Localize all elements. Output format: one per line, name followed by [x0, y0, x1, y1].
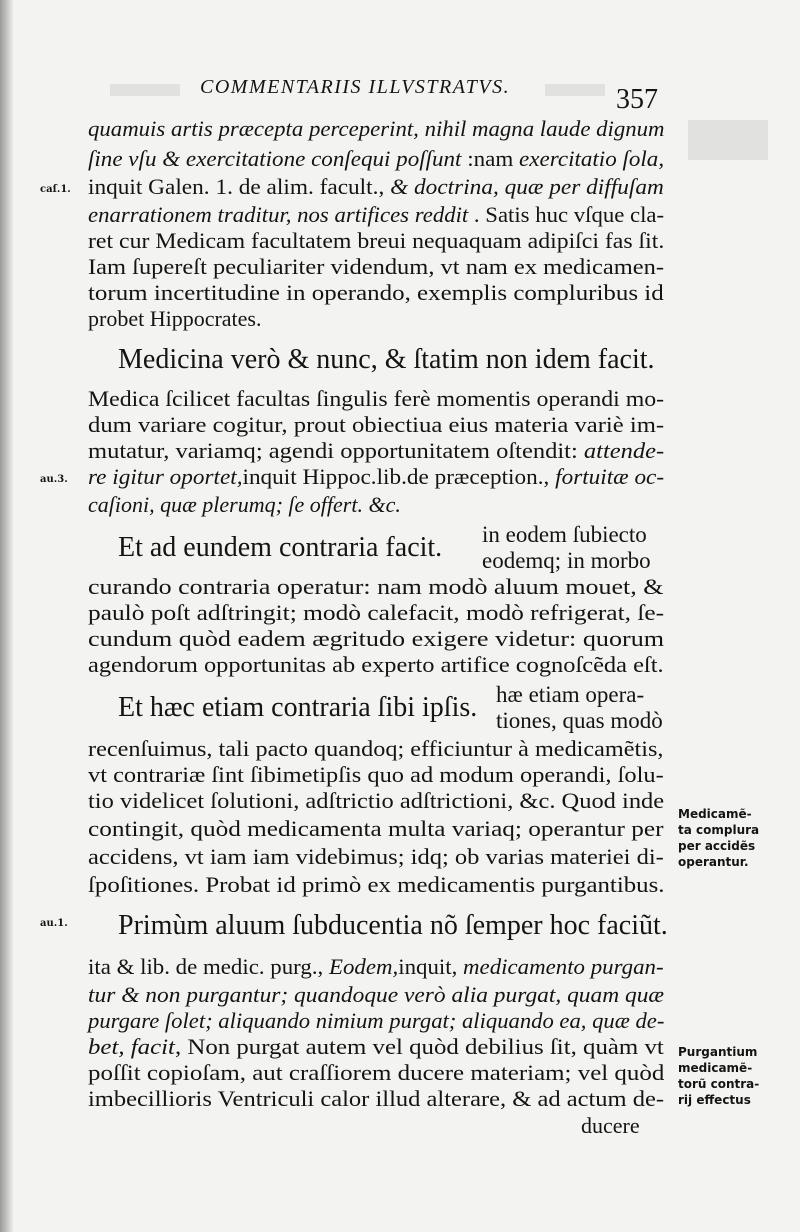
margin-note-line: operantur.: [678, 855, 749, 869]
text-run: fortuitæ oc-: [555, 464, 665, 489]
text-run: ita & lib. de medic. purg.,: [88, 954, 329, 979]
text-run: bet, facit: [88, 1034, 175, 1059]
text-line: [88, 1060, 664, 1086]
text-run: poſſit copioſam, aut craſſiorem ducere materiam; vel quòd: [88, 1060, 665, 1085]
margin-note-line: Purgantium: [678, 1045, 758, 1059]
text-line: [88, 464, 664, 490]
text-run: caſioni, quæ plerumq; ſe offert. &c.: [88, 492, 401, 517]
text-run: & doctrina, quæ per diffuſam: [390, 174, 664, 199]
catchword: ducere: [581, 1113, 640, 1138]
margin-note-line: torũ contra-: [678, 1077, 760, 1091]
text-run: torum incertitudine in operando, exemplis compluribus id: [88, 280, 664, 305]
text-line: [88, 600, 664, 626]
side-text: in eodem ſubiecto: [482, 522, 647, 547]
text-run: inquit Galen. 1. de alim. facult.,: [88, 174, 391, 199]
bleed-through-mark: [545, 84, 605, 96]
text-run: ſine vſu & exercitatione conſequi poſſunt: [88, 146, 462, 171]
text-line: [88, 116, 665, 142]
text-line: [88, 844, 664, 870]
text-line: [88, 652, 664, 678]
text-line: [88, 954, 664, 980]
text-run: ret cur Medicam facultatem breui nequaquam adipiſci fas ſit.: [88, 228, 665, 253]
text-line: [88, 982, 664, 1008]
text-run: exercitatio ſola,: [519, 146, 665, 171]
margin-note: [678, 806, 759, 870]
text-run: probet Hippocrates.: [88, 306, 262, 331]
text-run: inquit Hippoc.lib.de præception.,: [242, 464, 556, 489]
page-gutter-shadow: [0, 0, 14, 1232]
text-run: Medica ſcilicet facultas ſingulis ferè momentis operandi mo-: [88, 386, 665, 411]
lemma-heading: Et ad eundem contraria facit.: [118, 532, 443, 563]
text-line: [88, 816, 663, 842]
margin-reference: au.1.: [40, 918, 68, 929]
lemma-heading: Et hæc etiam contraria ſibi ipſis.: [118, 692, 478, 723]
page-number: 357: [616, 84, 658, 115]
text-run: purgare ſolet; aliquando nimium purgat; aliquando ea, quæ de-: [88, 1008, 665, 1033]
text-line: [88, 492, 401, 518]
text-line: [88, 1086, 664, 1112]
text-line: [88, 736, 663, 762]
running-title: COMMENTARIIS ILLVSTRATVS.: [200, 76, 511, 98]
text-run: vt contrariæ ſint ſibimetipſis quo ad modum operandi, ſolu-: [88, 762, 664, 787]
text-run: Iam ſupereſt peculiariter videndum, vt nam ex medicamen-: [88, 254, 665, 279]
margin-note: [678, 1044, 759, 1108]
lemma-heading: Medicina verò & nunc, & ſtatim non idem facit.: [118, 344, 655, 375]
text-run: curando contraria operatur: nam modò aluum mouet, &: [88, 574, 664, 599]
margin-reference: au.3.: [40, 474, 68, 485]
text-run: tio videlicet ſolutioni, adſtrictio adſtrictioni, &c. Quod inde: [88, 788, 665, 813]
text-run: Eodem,: [328, 954, 399, 979]
text-run: recenſuimus, tali pacto quandoq; efficiuntur à medicamẽtis,: [88, 736, 664, 761]
text-line: [88, 1034, 664, 1060]
text-run: :nam: [461, 146, 520, 171]
text-line: [88, 228, 664, 254]
side-text: hæ etiam opera-: [496, 682, 645, 707]
text-line: [88, 872, 664, 898]
margin-note-line: Medicamẽ-: [678, 807, 752, 821]
text-run: cundum quòd eadem ægritudo exigere videtur: quorum: [88, 626, 665, 651]
text-run: re igitur oportet,: [88, 464, 243, 489]
margin-note-line: ta complura: [678, 823, 760, 837]
bleed-through-mark: [110, 84, 180, 96]
text-line: [88, 762, 664, 788]
text-line: [88, 146, 664, 172]
text-run: enarrationem traditur, nos artifices reddit: [88, 202, 469, 227]
side-text: tiones, quas modò: [496, 708, 663, 733]
text-line: [88, 386, 664, 412]
text-run: tur & non purgantur; quandoque verò alia purgat, quam quæ: [88, 982, 665, 1007]
margin-note-line: medicamẽ-: [678, 1061, 753, 1075]
text-run: inquit,: [398, 954, 464, 979]
text-run: medicamento purgan-: [463, 954, 664, 979]
text-run: contingit, quòd medicamenta multa variaq; operantur per: [88, 816, 664, 841]
text-line: [88, 280, 664, 306]
text-run: paulò poſt adſtringit; modò calefacit, modò refrigerat, ſe-: [88, 600, 665, 625]
text-line: [88, 306, 262, 332]
text-run: mutatur, variamq; agendi opportunitatem oſtendit:: [88, 438, 584, 463]
text-run: attende-: [583, 438, 665, 463]
text-line: [88, 626, 664, 652]
text-line: [88, 174, 664, 200]
side-text: eodemq; in morbo: [482, 548, 651, 573]
text-run: ſpoſitiones. Probat id primò ex medicamentis purgantibus.: [88, 872, 665, 897]
text-run: accidens, vt iam iam videbimus; idq; ob varias materiei di-: [88, 844, 664, 869]
text-line: [88, 254, 664, 280]
text-line: [88, 202, 664, 228]
margin-note-line: per accidẽs: [678, 839, 756, 853]
text-line: [88, 788, 664, 814]
margin-reference: caſ.1.: [40, 184, 71, 195]
margin-note-line: rij effectus: [678, 1093, 751, 1107]
text-run: , Non purgat autem vel quòd debilius ſit, quàm vt: [174, 1034, 664, 1059]
text-line: [88, 438, 664, 464]
text-line: [88, 574, 663, 600]
text-run: dum variare cogitur, prout obiectiua eius materia variè im-: [88, 412, 665, 437]
text-run: . Satis huc vſque cla-: [468, 202, 665, 227]
text-line: [88, 412, 664, 438]
bleed-through-mark: [688, 120, 768, 160]
text-run: agendorum opportunitas ab experto artifice cognoſcẽda eſt.: [88, 652, 664, 677]
text-run: imbecillioris Ventriculi calor illud alterare, & ad actum de-: [88, 1086, 665, 1111]
text-run: quamuis artis præcepta perceperint, nihil magna laude dignum: [88, 116, 665, 141]
text-line: [88, 1008, 664, 1034]
lemma-heading: Primùm aluum ſubducentia nõ ſemper hoc faciũt.: [118, 910, 668, 941]
